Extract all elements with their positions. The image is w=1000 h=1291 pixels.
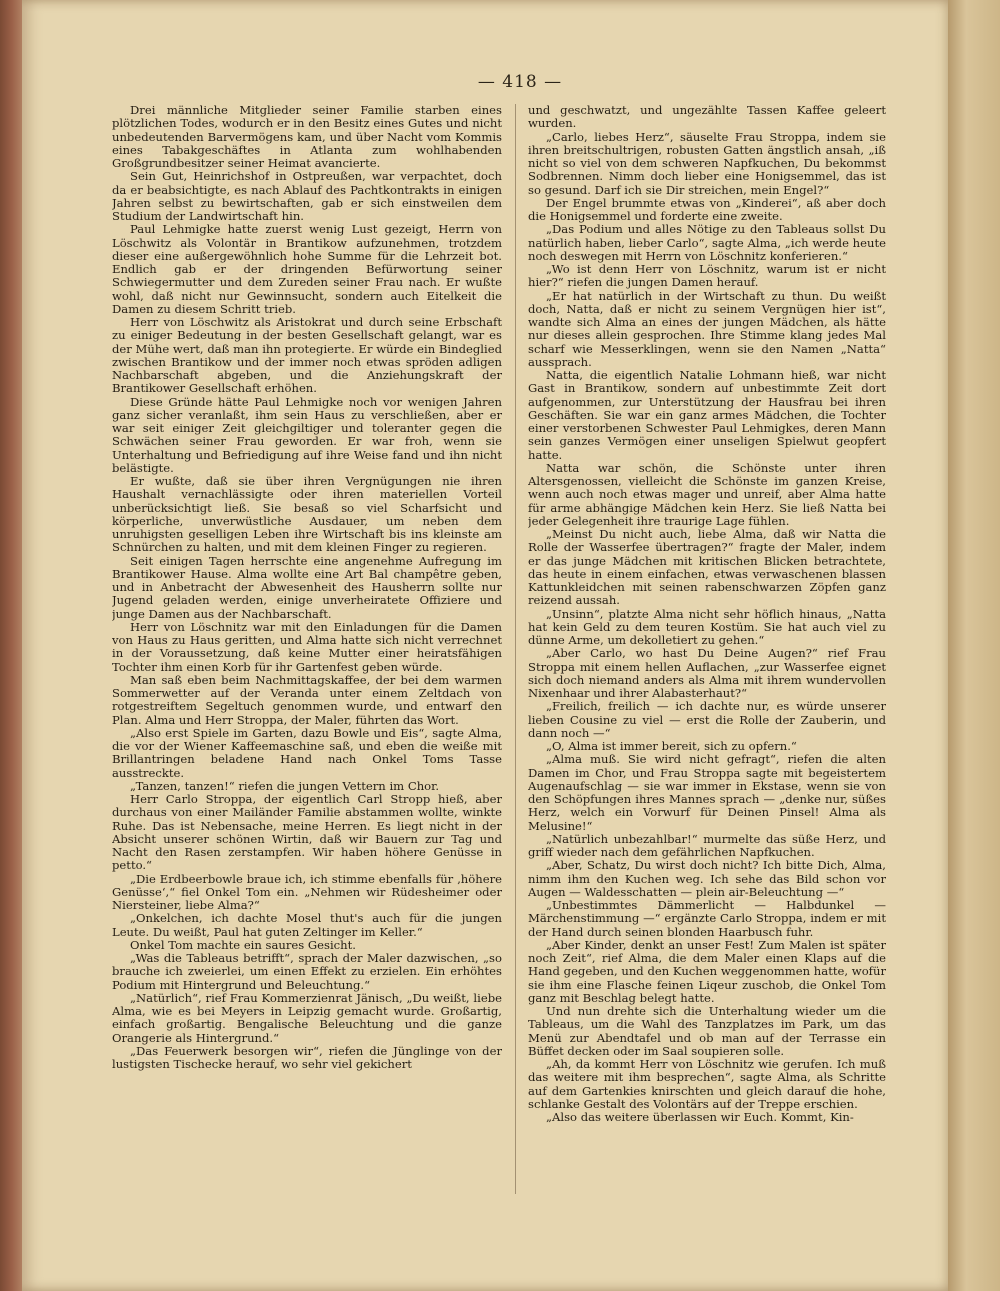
paragraph: Er wußte, daß sie über ihren Vergnügungen nie ihren Haushalt vernachlässigte oder ihren materiellen Vorteil unberücksichtigt ließ. Sie besaß so viel Scharfsicht und körperliche, unverwüstliche Ausdauer, um neben dem unruhigsten geselligen Leben ihre Wirtschaft bis ins kleinste am Schnürchen zu halten, und mit dem kleinen Finger zu regieren. (112, 474, 502, 555)
paragraph: Und nun drehte sich die Unterhaltung wieder um die Tableaus, um die Wahl des Tanzplatzes im Park, um das Menü zur Abendtafel und ob man auf der Terrasse ein Büffet decken oder im Saal soupieren solle. (528, 1004, 886, 1058)
paragraph: „Natürlich unbezahlbar!“ murmelte das süße Herz, und griff wieder nach dem gefährlichen Napfkuchen. (528, 831, 886, 859)
paragraph: „Ah, da kommt Herr von Löschnitz wie gerufen. Ich muß das weitere mit ihm besprechen“, sagte Alma, als Schritte auf dem Gartenkies knirschten und gleich darauf die hohe, schlanke Gestalt des Volontärs auf der Treppe erschien. (528, 1057, 886, 1111)
paragraph: „Also das weitere überlassen wir Euch. Kommt, Kin- (546, 1110, 854, 1124)
paragraph: „Aber, Schatz, Du wirst doch nicht? Ich bitte Dich, Alma, nimm ihm den Kuchen weg. Ich sehe das Bild schon vor Augen — Waldesschatten — plein air-Beleuchtung —“ (528, 858, 886, 899)
paragraph: und geschwatzt, und ungezählte Tassen Kaffee geleert wurden. (528, 104, 886, 131)
paragraph: „Onkelchen, ich dachte Mosel thut's auch für die jungen Leute. Du weißt, Paul hat guten Zeltinger im Keller.“ (112, 911, 502, 939)
paragraph: „O, Alma ist immer bereit, sich zu opfern.“ (546, 739, 797, 753)
paragraph: Natta war schön, die Schönste unter ihren Altersgenossen, vielleicht die Schönste im ganzen Kreise, wenn auch noch etwas mager und unreif, aber Alma hatte für arme abhängige Mädchen kein Herz. Sie ließ Natta bei jeder Gelegenheit ihre traurige Lage fühlen. (528, 460, 886, 528)
paragraph: Natta, die eigentlich Natalie Lohmann hieß, war nicht Gast in Brantikow, sondern auf unbestimmte Zeit dort aufgenommen, zur Unterstützung der Hausfrau bei ihren Geschäften. Sie war ein ganz armes Mädchen, die Tochter einer verstorbenen Schwester Paul Lehmigkes, deren Mann sein ganzes Vermögen einer unseligen Spielwut geopfert hatte. (528, 368, 886, 462)
paragraph: „Das Podium und alles Nötige zu den Tableaus sollst Du natürlich haben, lieber Carlo“, sagte Alma, „ich werde heute noch deswegen mit Herrn von Löschnitz konferieren.“ (528, 222, 886, 263)
paragraph: „Freilich, freilich — ich dachte nur, es würde unserer lieben Cousine zu viel — erst die Rolle der Zauberin, und dann noch —“ (528, 699, 886, 740)
paragraph: „Tanzen, tanzen!“ riefen die jungen Vettern im Chor. (130, 778, 440, 793)
paragraph: Sein Gut, Heinrichshof in Ostpreußen, war verpachtet, doch da er beabsichtigte, es nach Ablauf des Pachtkontrakts in einigen Jahren selbst zu bewirtschaften, gab er sich einstweilen dem Studium der Landwirtschaft hin. (112, 169, 502, 223)
paragraph: Onkel Tom machte ein saures Gesicht. (130, 937, 356, 952)
paragraph: Seit einigen Tagen herrschte eine angenehme Aufregung im Brantikower Hause. Alma wollte eine Art Bal champêtre geben, und in Anbetracht der Abwesenheit des Hausherrn sollte nur Jugend geladen werden, einige unverheiratete Offiziere und junge Damen aus der Nachbarschaft. (112, 553, 502, 621)
column-divider (515, 104, 516, 1194)
left-text-column (112, 104, 502, 1214)
paragraph: Paul Lehmigke hatte zuerst wenig Lust gezeigt, Herrn von Löschwitz als Volontär in Brantikow aufzunehmen, trotzdem dieser eine außergewöhnlich hohe Summe für die Lehrzeit bot. Endlich gab er der dringenden Befürwortung seiner Schwiegermutter und dem Zureden seiner Frau nach. Er wußte wohl, daß nicht nur Gewinnsucht, sondern auch Eitelkeit die Damen zu diesem Schritt trieb. (112, 222, 502, 316)
paragraph: „Also erst Spiele im Garten, dazu Bowle und Eis“, sagte Alma, die vor der Wiener Kaffeemaschine saß, und eben die weiße mit Brillantringen beladene Hand nach Onkel Toms Tasse ausstreckte. (112, 725, 502, 780)
paragraph: „Carlo, liebes Herz“, säuselte Frau Stroppa, indem sie ihren breitschultrigen, robusten Gatten ängstlich ansah, „iß nicht so viel von dem schweren Napfkuchen, Du bekommst Sodbrennen. Nimm doch lieber eine Honigsemmel, das ist so gesund. Darf ich sie Dir streichen, mein Engel?“ (528, 129, 886, 197)
paragraph: „Wo ist denn Herr von Löschnitz, warum ist er nicht hier?“ riefen die jungen Damen herauf. (528, 262, 886, 290)
paragraph: Herr von Löschnitz war mit den Einladungen für die Damen von Haus zu Haus geritten, und Alma hatte sich nicht verrechnet in der Voraussetzung, daß keine Mutter einer heiratsfähigen Tochter ihm einen Korb für ihr Gartenfest geben würde. (112, 619, 502, 674)
paragraph: „Unsinn“, platzte Alma nicht sehr höflich hinaus, „Natta hat kein Geld zu dem teuren Kostüm. Sie hat auch viel zu dünne Arme, um dekolletiert zu gehen.“ (528, 606, 886, 647)
paragraph: Herr Carlo Stroppa, der eigentlich Carl Stropp hieß, aber durchaus von einer Mailänder Familie abstammen wollte, winkte Ruhe. Das ist Nebensache, meine Herren. Es liegt nicht in der Absicht unserer schönen Wirtin, daß wir Bauern zur Tag und Nacht den Rasen zerstampfen. Wir haben höhere Genüsse in petto.“ (112, 792, 502, 873)
right-text-column (528, 104, 886, 1214)
paragraph: „Aber Carlo, wo hast Du Deine Augen?“ rief Frau Stroppa mit einem hellen Auflachen, „zur Wasserfee eignet sich doch niemand anders als Alma mit ihrem wundervollen Nixenhaar und ihrer Alabasterhaut?“ (528, 646, 886, 700)
paragraph: „Das Feuerwerk besorgen wir“, riefen die Jünglinge von der lustigsten Tischecke herauf, wo sehr viel gekichert (112, 1043, 502, 1071)
paragraph: Der Engel brummte etwas von „Kinderei“, aß aber doch die Honigsemmel und forderte eine zweite. (528, 195, 886, 223)
paragraph: „Natürlich“, rief Frau Kommerzienrat Jänisch, „Du weißt, liebe Alma, wie es bei Meyers in Leipzig gemacht wurde. Großartig, einfach großartig. Bengalische Beleuchtung und die ganze Orangerie als Hintergrund.“ (112, 990, 502, 1045)
paragraph: „Was die Tableaus betrifft“, sprach der Maler dazwischen, „so brauche ich zweierlei, um einen Effekt zu erzielen. Ein erhöhtes Podium mit Hintergrund und Beleuchtung.“ (112, 951, 502, 992)
paragraph: Drei männliche Mitglieder seiner Familie starben eines plötzlichen Todes, wodurch er in den Besitz eines Gutes und nicht unbedeutenden Barvermögens kam, und über Nacht vom Kommis eines Tabakgeschäftes in Atlanta zum wohlhabenden Großgrundbesitzer seiner Heimat avancierte. (112, 104, 502, 170)
paragraph: „Unbestimmtes Dämmerlicht — Halbdunkel — Märchenstimmung —“ ergänzte Carlo Stroppa, indem er mit der Hand durch seinen blonden Haarbusch fuhr. (528, 898, 886, 939)
paragraph: „Er hat natürlich in der Wirtschaft zu thun. Du weißt doch, Natta, daß er nicht zu seinem Vergnügen hier ist“, wandte sich Alma an eines der jungen Mädchen, als hätte nur dieses allein gesprochen. Ihre Stimme klang jedes Mal scharf wie Messerklingen, wenn sie den Namen „Natta“ aussprach. (528, 288, 886, 369)
paragraph: „Die Erdbeerbowle braue ich, ich stimme ebenfalls für ‚höhere Genüsse‘,“ fiel Onkel Tom ein. „Nehmen wir Rüdesheimer oder Niersteiner, liebe Alma?“ (112, 871, 502, 912)
paragraph: „Aber Kinder, denkt an unser Fest! Zum Malen ist später noch Zeit“, rief Alma, die dem Maler einen Klaps auf die Hand gegeben, und den Kuchen weggenommen hatte, wofür sie ihm eine Flasche feinen Liqeur zuschob, die Onkel Tom ganz mit Beschlag belegt hatte. (528, 937, 886, 1005)
paragraph: Herr von Löschwitz als Aristokrat und durch seine Erbschaft zu einiger Bedeutung in der besten Gesellschaft gelangt, war es der Mühe wert, daß man ihn protegierte. Er würde ein Bindeglied zwischen Brantikow und der immer noch etwas spröden adligen Nachbarschaft abgeben, und die Anziehungskraft der Brantikower Gesellschaft erhöhen. (112, 315, 502, 396)
paragraph: Diese Gründe hätte Paul Lehmigke noch vor wenigen Jahren ganz sicher veranlaßt, ihm sein Haus zu verschließen, aber er war seit einiger Zeit gleichgiltiger und toleranter gegen die Schwächen seiner Frau geworden. Er war froh, wenn sie Unterhaltung und Befriedigung auf ihre Weise fand und ihn nicht belästigte. (112, 394, 502, 475)
facing-page-edge (948, 0, 1000, 1291)
page-number: — 418 — (477, 72, 563, 92)
paragraph: „Meinst Du nicht auch, liebe Alma, daß wir Natta die Rolle der Wasserfee übertragen?“ fragte der Maler, indem er das junge Mädchen mit kritischen Blicken betrachtete, das heute in einem einfachen, etwas verwaschenen blassen Kattunkleidchen mit seinen rabenschwarzen Zöpfen ganz reizend aussah. (528, 527, 886, 608)
paragraph: „Alma muß. Sie wird nicht gefragt“, riefen die alten Damen im Chor, und Frau Stroppa sagte mit begeistertem Augenaufschlag — sie war immer in Ekstase, wenn sie von den Schöpfungen ihres Mannes sprach — „denke nur, süßes Herz, welch ein Vorwurf für Deinen Pinsel! Alma als Melusine!“ (528, 752, 886, 833)
paragraph: Man saß eben beim Nachmittagskaffee, der bei dem warmen Sommerwetter auf der Veranda unter einem Zeltdach von rotgestreiftem Segeltuch genommen wurde, und entwarf den Plan. Alma und Herr Stroppa, der Maler, führten das Wort. (112, 672, 502, 727)
